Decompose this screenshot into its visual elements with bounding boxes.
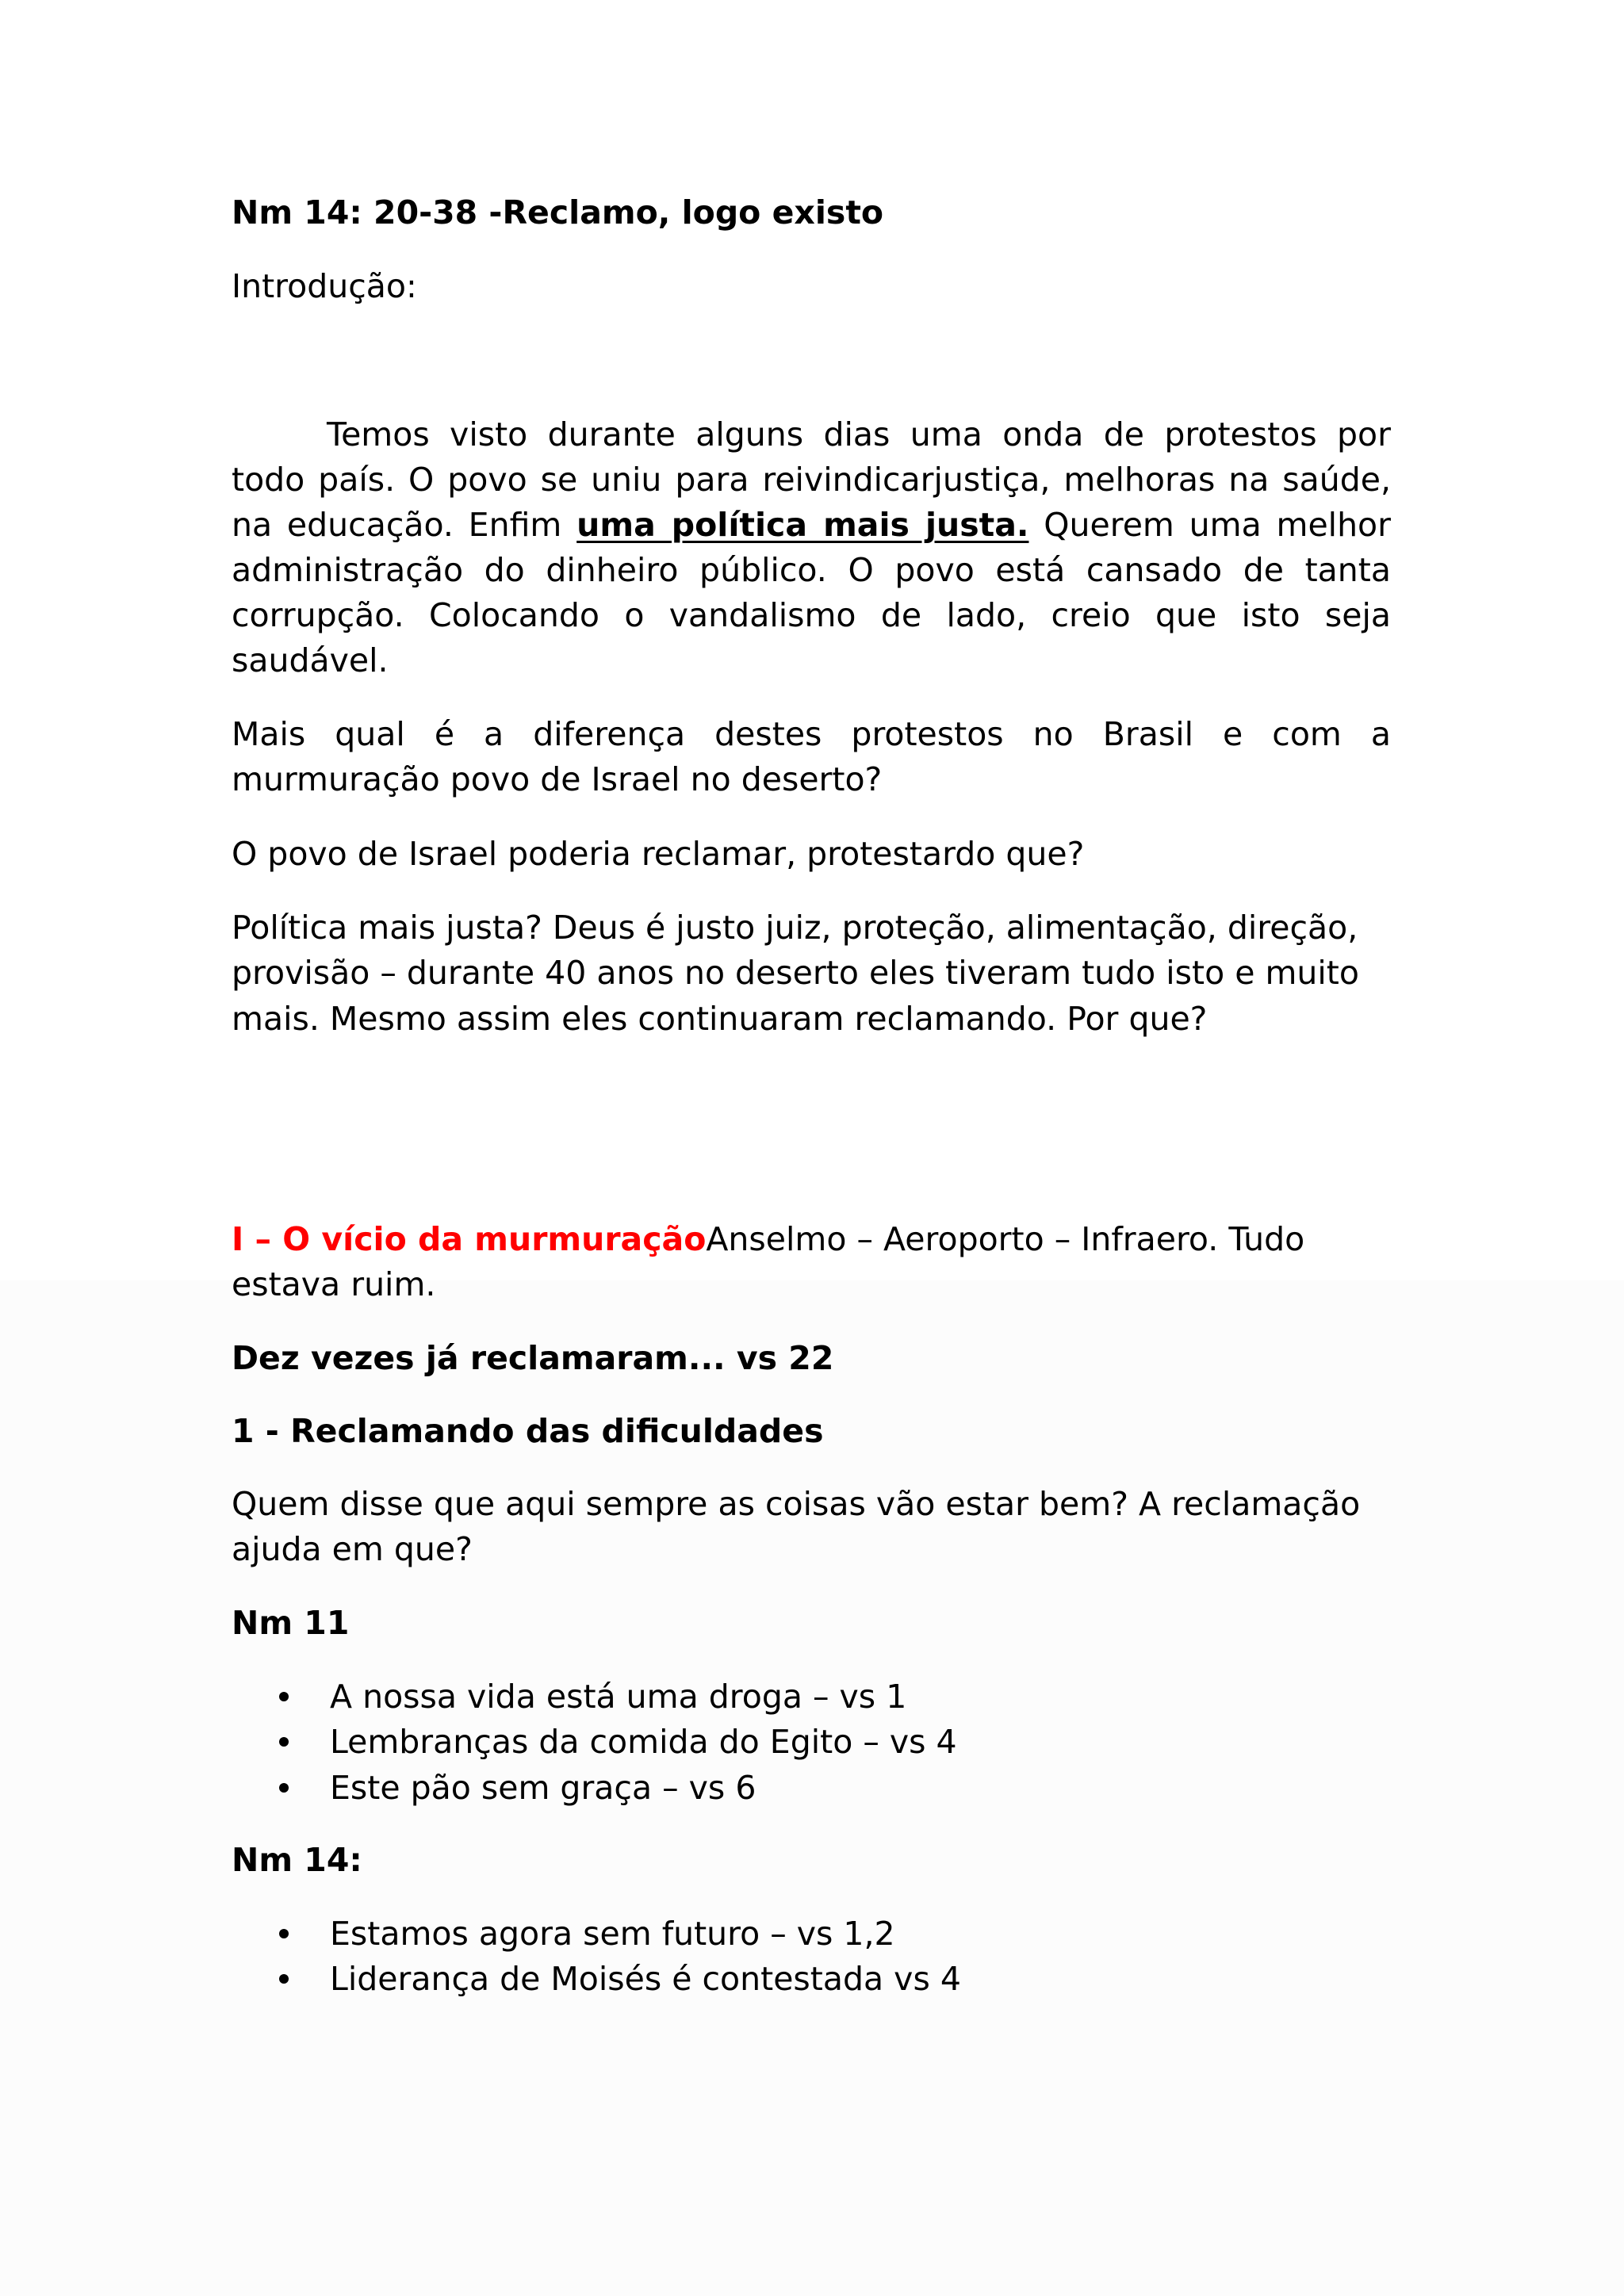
section1-heading-line xyxy=(232,1217,1304,1261)
list-item-text: Lembranças da comida do Egito – vs 4 xyxy=(330,1723,957,1761)
para5-line1: Quem disse que aqui sempre as coisas vão estar bem? A reclamação xyxy=(232,1485,1361,1523)
bullet-icon xyxy=(279,1737,289,1747)
para1-line3-post: Querem uma melhor xyxy=(1044,506,1391,544)
list-item-text: Liderança de Moisés é contestada vs 4 xyxy=(330,1960,961,1998)
para1-line3-pre: na educação. Enfim xyxy=(232,506,562,544)
section1-heading: I – O vício da murmuração xyxy=(232,1220,707,1258)
list-item-text: Estamos agora sem futuro – vs 1,2 xyxy=(330,1915,895,1953)
para1-line1: Temos visto durante alguns dias uma onda de protestos por xyxy=(327,415,1391,453)
para4-line1: Política mais justa? Deus é justo juiz, proteção, alimentação, direção, xyxy=(232,909,1358,947)
bullet-icon xyxy=(279,1692,289,1701)
para1-line4: administração do dinheiro público. O povo está cansado de tanta xyxy=(232,551,1391,589)
section1-line2: estava ruim. xyxy=(232,1265,436,1303)
document-title: Nm 14: 20-38 -Reclamo, logo existo xyxy=(232,193,884,232)
para1-line5: corrupção. Colocando o vandalismo de lado, creio que isto seja xyxy=(232,596,1391,634)
nm14-label: Nm 14: xyxy=(232,1841,362,1879)
para5-line2: ajuda em que? xyxy=(232,1530,473,1568)
para1-line6: saudável. xyxy=(232,641,389,679)
bullet-icon xyxy=(279,1929,289,1938)
subheading-dez-vezes: Dez vezes já reclamaram... vs 22 xyxy=(232,1339,834,1377)
bullet-icon xyxy=(279,1974,289,1984)
nm11-label: Nm 11 xyxy=(232,1604,350,1642)
para1-line2: todo país. O povo se uniu para reivindicarjustiça, melhoras na saúde, xyxy=(232,461,1391,499)
para4-line2: provisão – durante 40 anos no deserto eles tiveram tudo isto e muito xyxy=(232,954,1359,992)
para2-line2: murmuração povo de Israel no deserto? xyxy=(232,760,883,798)
list-item-text: Este pão sem graça – vs 6 xyxy=(330,1769,756,1807)
subheading-reclamando: 1 - Reclamando das dificuldades xyxy=(232,1412,824,1450)
para3: O povo de Israel poderia reclamar, protestardo que? xyxy=(232,835,1085,873)
para2-line1: Mais qual é a diferença destes protestos no Brasil e com a xyxy=(232,715,1391,753)
section1-heading-rest: Anselmo – Aeroporto – Infraero. Tudo xyxy=(706,1220,1305,1258)
bullet-icon xyxy=(279,1783,289,1793)
intro-label: Introdução: xyxy=(232,267,417,305)
para1-line3 xyxy=(232,503,1391,547)
list-item-text: A nossa vida está uma droga – vs 1 xyxy=(330,1678,907,1716)
emphasis-politica: uma política mais justa. xyxy=(576,506,1029,544)
para4-line3: mais. Mesmo assim eles continuaram reclamando. Por que? xyxy=(232,1000,1208,1038)
